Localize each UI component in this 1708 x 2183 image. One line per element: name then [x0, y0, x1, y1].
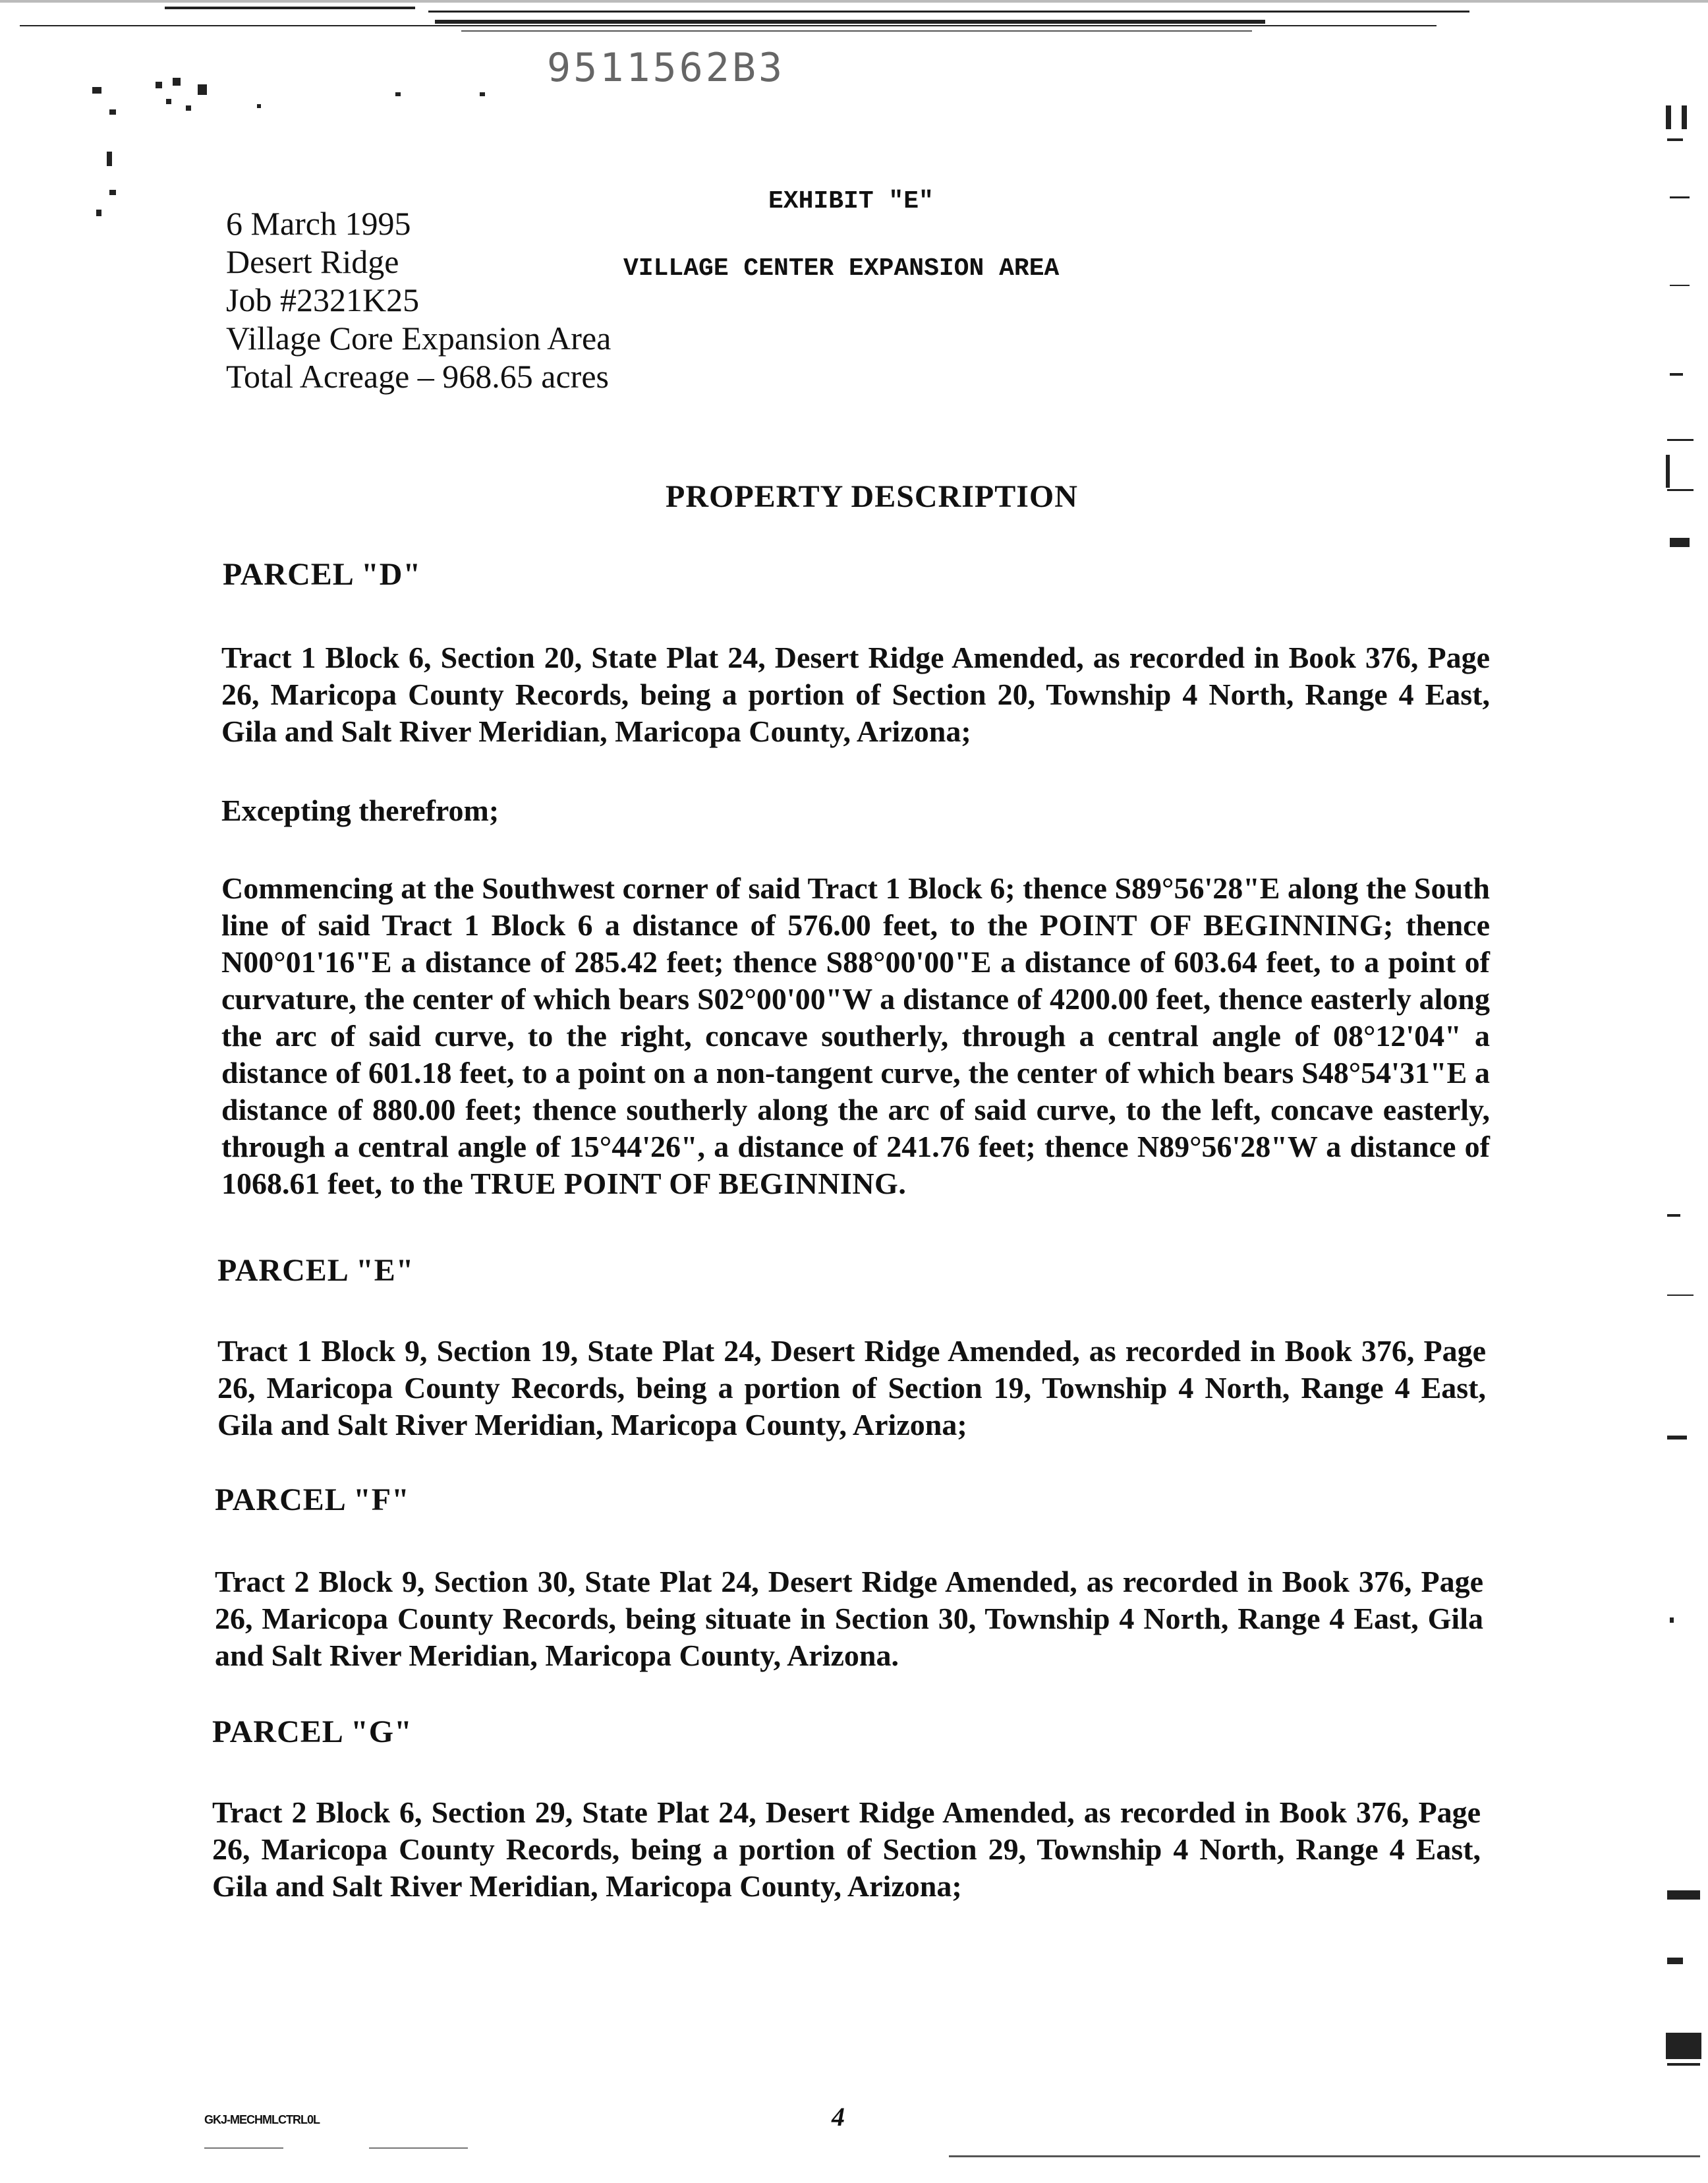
metes-text-2: thence N00°01'16"E a distance of 285.42 feet; thence S88°00'00"E a distance of 603.64 feet, to a point of curvature, the center of which bears S02°00'00"W a distance of 4200.00 feet, thence easterly along the arc of said curve, to the right, concave southerly, through a central angle of 08°12'04" a distance of 601.18 feet, to a point on a non-tangent curve, the center of which bears S48°54'31"E a distance of 880.00 feet; thence southerly along the arc of said curve, to the left, concave easterly, through a central angle of 15°44'26", a distance of 241.76 feet; thence N89°56'28"W a distance of 1068.61 feet, to the: [221, 908, 1490, 1200]
scan-line: [165, 7, 415, 9]
page-number: 4: [832, 2102, 845, 2132]
footer-document-code: GKJ-MECHMLCTRL0L: [204, 2113, 320, 2126]
scan-line: [20, 25, 1437, 26]
scan-line: [435, 20, 1265, 24]
edge-mark: [1670, 285, 1690, 286]
scan-speckle: [107, 152, 112, 166]
header-area: Village Core Expansion Area: [226, 320, 612, 357]
edge-mark: [1667, 1214, 1680, 1217]
header-job-number: Job #2321K25: [226, 281, 420, 318]
point-of-beginning: POINT OF BEGINNING;: [1039, 908, 1394, 942]
scan-speckle: [109, 190, 116, 195]
edge-mark: [1670, 196, 1690, 198]
edge-mark: [1667, 439, 1694, 441]
parcel-g-description: Tract 2 Block 6, Section 29, State Plat 24, Desert Ridge Amended, as recorded in Book 376, Page 26, Maricopa County Records, being a portion of Section 29, Township 4 North, Range 4 East, Gila and Salt River Meridian, Maricopa County, Arizona;: [212, 1795, 1481, 1903]
parcel-g-title: PARCEL "G": [212, 1714, 413, 1749]
edge-mark: [1666, 105, 1671, 129]
scan-speckle: [198, 84, 207, 95]
edge-mark: [1670, 538, 1690, 547]
edge-mark: [1666, 2033, 1701, 2059]
header-date: 6 March 1995: [226, 205, 411, 242]
scan-speckle: [96, 210, 101, 216]
edge-mark: [1667, 1958, 1683, 1964]
scan-line: [204, 2147, 283, 2149]
edge-mark: [1670, 1617, 1674, 1623]
scan-speckle: [480, 92, 485, 96]
parcel-f-title: PARCEL "F": [215, 1482, 410, 1517]
scan-speckle: [395, 92, 401, 96]
edge-mark: [1667, 138, 1683, 141]
header-acreage: Total Acreage – 968.65 acres: [226, 358, 609, 395]
document-header: [226, 204, 611, 395]
scan-line: [0, 0, 1708, 3]
exhibit-title: EXHIBIT "E": [768, 187, 934, 216]
exhibit-subtitle: VILLAGE CENTER EXPANSION AREA: [623, 254, 1060, 283]
edge-mark: [1670, 373, 1683, 376]
scan-speckle: [156, 82, 162, 88]
scan-speckle: [109, 109, 116, 115]
parcel-d-excepting: Excepting therefrom;: [221, 794, 499, 827]
edge-mark: [1667, 1295, 1694, 1296]
edge-mark: [1682, 105, 1687, 129]
parcel-e-title: PARCEL "E": [217, 1253, 414, 1288]
scan-speckle: [166, 99, 171, 104]
document-stamp-number: 9511562B3: [547, 45, 785, 91]
edge-mark: [1667, 1436, 1687, 1440]
scan-line: [949, 2155, 1700, 2157]
scan-line: [428, 11, 1469, 13]
parcel-f-description: Tract 2 Block 9, Section 30, State Plat 24, Desert Ridge Amended, as recorded in Book 376, Page 26, Maricopa County Records, being situate in Section 30, Township 4 North, Range 4 East, Gila and Salt River Meridian, Maricopa County, Arizona.: [215, 1565, 1483, 1672]
metes-text-1: Commencing at the Southwest corner of said Tract 1 Block 6; thence S89°56'28"E along the South line of said Tract 1 Block 6 a distance of 576.00 feet, to the: [221, 871, 1490, 942]
scan-speckle: [186, 105, 191, 111]
edge-mark: [1667, 489, 1694, 491]
scan-line: [461, 30, 1252, 32]
scan-speckle: [173, 78, 181, 86]
parcel-d-title: PARCEL "D": [223, 557, 422, 592]
section-title: PROPERTY DESCRIPTION: [666, 479, 1078, 514]
header-project: Desert Ridge: [226, 243, 399, 280]
scan-speckle: [257, 104, 261, 108]
parcel-e-description: Tract 1 Block 9, Section 19, State Plat 24, Desert Ridge Amended, as recorded in Book 376, Page 26, Maricopa County Records, being a portion of Section 19, Township 4 North, Range 4 East, Gila and Salt River Meridian, Maricopa County, Arizona;: [217, 1334, 1486, 1441]
parcel-d-description: Tract 1 Block 6, Section 20, State Plat 24, Desert Ridge Amended, as recorded in Book 376, Page 26, Maricopa County Records, being a portion of Section 20, Township 4 North, Range 4 East, Gila and Salt River Meridian, Maricopa County, Arizona;: [221, 641, 1490, 748]
scan-speckle: [92, 87, 101, 94]
parcel-d-metes-bounds: [221, 870, 1490, 1202]
true-point-of-beginning: TRUE POINT OF BEGINNING.: [470, 1167, 907, 1200]
edge-mark: [1667, 1890, 1700, 1900]
scan-line: [369, 2147, 468, 2149]
edge-mark: [1667, 2063, 1700, 2066]
edge-mark: [1666, 455, 1670, 488]
